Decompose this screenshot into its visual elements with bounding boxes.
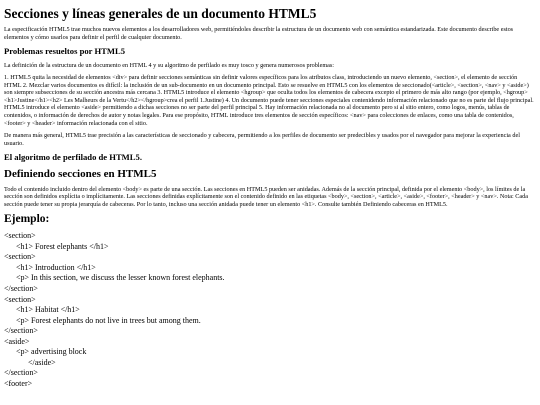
problems-heading: Problemas resueltos por HTML5	[4, 46, 126, 57]
code-line: <footer>	[4, 378, 33, 388]
algorithm-heading: El algoritmo de perfilado de HTML5.	[4, 152, 142, 163]
example-heading: Ejemplo:	[4, 213, 50, 226]
code-line: </section>	[4, 368, 38, 378]
code-line: <aside>	[4, 336, 30, 346]
code-line: </section>	[4, 326, 38, 336]
code-line: </aside>	[28, 357, 56, 367]
problems-list-paragraph: 1. HTML5 quita la necesidad de elementos <div> para definir secciones semánticas sin definir valores específicos para los atributos class, introduciendo un nuevo elemento, <section>, el elemento de sección HTML 2. Mezclar varios documentos es difícil: la inclusión de un sub-documento en un documento principal. Esto se resuelve en HTML5 con los elementos de seccionado(<article>, <section>, <nav> y <aside>) son siempre subsecciones de su sección ancestra más cercana 3. HTML5 introduce el elemento <hgroup> que oculta todos los elementos de cabecera excepto el primero de más alto rango (por ejemplo, <hgroup><h1>Justine</h1><h2> Les Malheurs de la Vertu</h2></hgroup>crea el perfil 1.Justine) 4. Un documento puede tener secciones especiales contenidendo información relacionado que no es parte del flujo principal. HTML5 introduce el elemento <aside> permitiendo a dichas secciones no ser parte del perfil principal 5. Hay información relacionada no al documento pero si al sitio entero, como logos, menús, tablas de contenidos, o información de derechos de autor y notas legales. Para ese propósito, HTML introduce tres elementos de sección específicos: <nav> para colecciones de enlaces, como una tabla de contenidos, <footer> y <header> información relacionada con el sitio.	[4, 74, 534, 127]
code-example	[4, 231, 536, 389]
page-title: Secciones y líneas generales de un documento HTML5	[4, 6, 317, 21]
code-line: <h1> Forest elephants </h1>	[16, 241, 109, 251]
code-line: <section>	[4, 231, 36, 241]
code-line: <p> advertising block	[16, 347, 87, 357]
code-line: <h1> Habitat </h1>	[16, 305, 80, 315]
problems-intro-paragraph: La definición de la estructura de un documento en HTML 4 y su algoritmo de perfilado es muy tosco y genera numerosos problemas:	[4, 61, 335, 69]
code-line: <p> In this section, we discuss the lesser known forest elephants.	[16, 273, 225, 283]
intro-paragraph: La especificación HTML5 trae muchos nuevos elementos a los desarrolladores web, permitiéndoles describir la estructura de un documento web con semántica estandarizada. Este documento describe estos elementos y cómo usarlos para definir el perfil de cualquier documento.	[4, 26, 514, 41]
code-line: <section>	[4, 294, 36, 304]
code-line: <h1> Introduction </h1>	[16, 262, 96, 272]
code-line: </section>	[4, 283, 38, 293]
code-line: <p> Forest elephants do not live in trees but among them.	[16, 315, 201, 325]
code-line: <section>	[4, 252, 36, 262]
problems-outro-paragraph: De manera más general, HTML5 trae precisión a las características de seccionado y cabecera, permitiendo a los perfiles de documento ser predecibles y usados por el navegador para mejorar la experiencia del usuario.	[4, 132, 520, 147]
sections-paragraph: Todo el contenido incluido dentro del elemento <body> es parte de una sección. Las secciones en HTML5 pueden ser anidadas. Además de la sección principal, definida por el elemento <body>, los límites de la sección son definidos explícita o implícitamente. Las secciones definidas explícitamente son el contenido definido en las etiquetas <body>, <section>, <article>, <aside>, <footer>, <header> y <nav>. Nota: Cada sección puede tener su propia jerarquía de cabeceras. Por lo tanto, incluso una sección anidada puede tener un elemento <h1>. Consulte también Definiendo cabeceras en HTML5.	[4, 185, 528, 208]
sections-heading: Definiendo secciones en HTML5	[4, 167, 157, 180]
